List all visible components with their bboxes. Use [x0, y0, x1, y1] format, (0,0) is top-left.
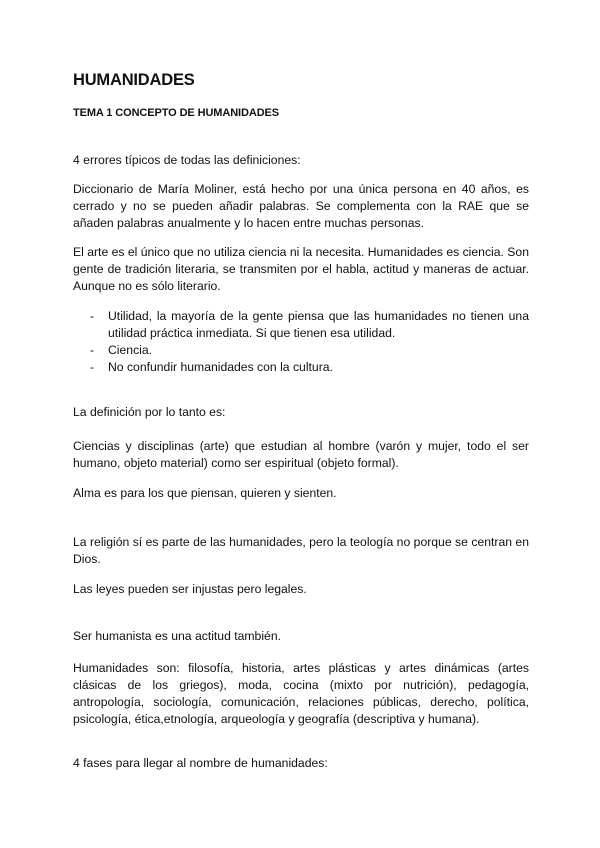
paragraph-fases: 4 fases para llegar al nombre de humanidades: — [73, 756, 328, 770]
list-item-text: Utilidad, la mayoría de la gente piensa que las humanidades no tienen una utilidad práctica inmediata. Si que tienen esa utilidad. — [108, 309, 529, 340]
paragraph-alma: Alma es para los que piensan, quieren y sienten. — [73, 486, 337, 500]
paragraph-moliner: Diccionario de María Moliner, está hecho por una única persona en 40 años, es cerrado y no se pueden añadir palabras. Se complementa con la RAE que se añaden palabras anualmente y lo hacen entre muchas personas. — [73, 182, 529, 230]
paragraph-definicion: Ciencias y disciplinas (arte) que estudian al hombre (varón y mujer, todo el ser humano, objeto material) como ser espiritual (objeto formal). — [73, 439, 529, 470]
list-item — [73, 342, 529, 359]
document-title: HUMANIDADES — [73, 71, 195, 89]
paragraph-humanidades-son: Humanidades son: filosofía, historia, artes plásticas y artes dinámicas (artes clásicas de los griegos), moda, cocina (mixto por nutrición), pedagogía, antropología, sociología, comunicación, relaciones públicas, derecho, política, psicología, ética,etnología, arqueología y geografía (descriptiva y humana). — [73, 661, 529, 726]
errors-list — [73, 308, 529, 376]
paragraph-humanista: Ser humanista es una actitud también. — [73, 629, 281, 643]
list-item-text: No confundir humanidades con la cultura. — [108, 360, 333, 374]
paragraph-definicion-intro: La definición por lo tanto es: — [73, 405, 226, 419]
list-item-text: Ciencia. — [108, 343, 153, 357]
paragraph-religion: La religión sí es parte de las humanidades, pero la teología no porque se centran en Dios. — [73, 535, 529, 566]
list-item — [73, 359, 529, 376]
paragraph-leyes: Las leyes pueden ser injustas pero legales. — [73, 582, 307, 596]
paragraph-errores-intro: 4 errores típicos de todas las definiciones: — [73, 153, 301, 167]
document-subtitle: TEMA 1 CONCEPTO DE HUMANIDADES — [73, 107, 280, 119]
dash-bullet-icon: - — [90, 343, 95, 357]
dash-bullet-icon: - — [90, 360, 95, 374]
list-item — [73, 308, 529, 342]
paragraph-arte: El arte es el único que no utiliza ciencia ni la necesita. Humanidades es ciencia. Son gente de tradición literaria, se transmiten por el habla, actitud y maneras de actuar. Aunque no es sólo literario. — [73, 245, 529, 293]
dash-bullet-icon: - — [90, 309, 95, 323]
